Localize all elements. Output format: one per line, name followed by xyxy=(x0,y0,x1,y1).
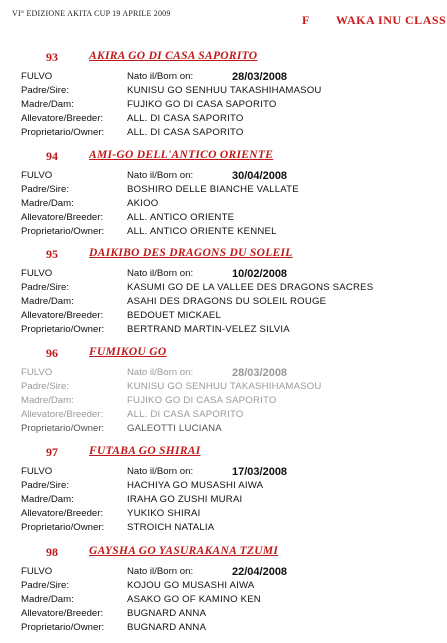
owner-value: ALL. DI CASA SAPORITO xyxy=(127,127,244,138)
breeder-value: YUKIKO SHIRAI xyxy=(127,508,201,519)
dog-name: AKIRA GO DI CASA SAPORITO xyxy=(89,50,258,62)
born-label: Nato il/Born on: xyxy=(127,170,194,181)
owner-label: Proprietario/Owner: xyxy=(21,127,105,138)
dog-entry xyxy=(0,545,447,643)
owner-row xyxy=(0,422,447,436)
owner-row xyxy=(0,126,447,140)
dam-row xyxy=(0,98,447,112)
breeder-row xyxy=(0,112,447,126)
born-date: 22/04/2008 xyxy=(232,566,288,578)
breeder-label: Allevatore/Breeder: xyxy=(21,508,104,519)
entry-number: 95 xyxy=(46,247,58,261)
owner-row xyxy=(0,621,447,635)
breeder-value: BEDOUET MICKAEL xyxy=(127,310,221,321)
dog-entry xyxy=(0,346,447,444)
born-date: 28/03/2008 xyxy=(232,71,288,83)
sire-row xyxy=(0,579,447,593)
owner-value: BUGNARD ANNA xyxy=(127,622,207,633)
breeder-row xyxy=(0,507,447,521)
sire-value: KOJOU GO MUSASHI AIWA xyxy=(127,580,255,591)
owner-value: GALEOTTI LUCIANA xyxy=(127,423,222,434)
breeder-value: ALL. ANTICO ORIENTE xyxy=(127,212,235,223)
dam-label: Madre/Dam: xyxy=(21,198,74,209)
owner-label: Proprietario/Owner: xyxy=(21,226,105,237)
color-row xyxy=(0,465,447,479)
sire-label: Padre/Sire: xyxy=(21,580,69,591)
color-row xyxy=(0,70,447,84)
breeder-row xyxy=(0,211,447,225)
born-date: 30/04/2008 xyxy=(232,170,288,182)
sire-value: KASUMI GO DE LA VALLEE DES DRAGONS SACRES xyxy=(127,282,374,293)
owner-label: Proprietario/Owner: xyxy=(21,324,105,335)
dam-value: IRAHA GO ZUSHI MURAI xyxy=(127,494,243,505)
born-date: 28/03/2008 xyxy=(232,367,288,379)
color-label: FULVO xyxy=(21,268,53,279)
dog-name: FUTABA GO SHIRAI xyxy=(89,445,201,457)
owner-row xyxy=(0,225,447,239)
dam-row xyxy=(0,593,447,607)
owner-value: BERTRAND MARTIN-VELEZ SILVIA xyxy=(127,324,290,335)
dam-label: Madre/Dam: xyxy=(21,99,74,110)
color-label: FULVO xyxy=(21,170,53,181)
owner-label: Proprietario/Owner: xyxy=(21,522,105,533)
born-label: Nato il/Born on: xyxy=(127,71,194,82)
dam-value: AKIOO xyxy=(127,198,159,209)
dam-label: Madre/Dam: xyxy=(21,594,74,605)
sex-label: F xyxy=(302,13,310,27)
dog-entry xyxy=(0,50,447,148)
color-row xyxy=(0,366,447,380)
entry-number: 98 xyxy=(46,545,58,559)
dam-label: Madre/Dam: xyxy=(21,494,74,505)
born-date: 10/02/2008 xyxy=(232,268,288,280)
sire-label: Padre/Sire: xyxy=(21,85,69,96)
owner-value: ALL. ANTICO ORIENTE KENNEL xyxy=(127,226,277,237)
dam-value: FUJIKO GO DI CASA SAPORITO xyxy=(127,395,277,406)
color-label: FULVO xyxy=(21,466,53,477)
entry-number: 96 xyxy=(46,346,58,360)
breeder-row xyxy=(0,309,447,323)
color-row xyxy=(0,565,447,579)
sire-row xyxy=(0,380,447,394)
sire-value: KUNISU GO SENHUU TAKASHIHAMASOU xyxy=(127,85,322,96)
edition-header: VI° EDIZIONE AKITA CUP 19 APRILE 2009 xyxy=(12,9,171,18)
sire-label: Padre/Sire: xyxy=(21,184,69,195)
sire-label: Padre/Sire: xyxy=(21,381,69,392)
class-header xyxy=(302,13,446,28)
dam-row xyxy=(0,493,447,507)
color-label: FULVO xyxy=(21,566,53,577)
dam-value: FUJIKO GO DI CASA SAPORITO xyxy=(127,99,277,110)
color-label: FULVO xyxy=(21,367,53,378)
owner-row xyxy=(0,521,447,535)
sire-row xyxy=(0,281,447,295)
sire-label: Padre/Sire: xyxy=(21,282,69,293)
born-label: Nato il/Born on: xyxy=(127,268,194,279)
sire-row xyxy=(0,183,447,197)
dam-row xyxy=(0,197,447,211)
owner-value: STROICH NATALIA xyxy=(127,522,215,533)
dog-entry xyxy=(0,149,447,247)
color-row xyxy=(0,169,447,183)
class-label: WAKA INU CLASS xyxy=(335,13,447,27)
dam-label: Madre/Dam: xyxy=(21,395,74,406)
breeder-row xyxy=(0,408,447,422)
born-date: 17/03/2008 xyxy=(232,466,288,478)
sire-value: HACHIYA GO MUSASHI AIWA xyxy=(127,480,264,491)
entry-number: 93 xyxy=(46,50,58,64)
dam-row xyxy=(0,295,447,309)
breeder-value: ALL. DI CASA SAPORITO xyxy=(127,113,244,124)
sire-row xyxy=(0,479,447,493)
breeder-row xyxy=(0,607,447,621)
breeder-label: Allevatore/Breeder: xyxy=(21,608,104,619)
dam-row xyxy=(0,394,447,408)
sire-value: KUNISU GO SENHUU TAKASHIHAMASOU xyxy=(127,381,322,392)
sire-label: Padre/Sire: xyxy=(21,480,69,491)
breeder-label: Allevatore/Breeder: xyxy=(21,212,104,223)
sire-value: BOSHIRO DELLE BIANCHE VALLATE xyxy=(127,184,299,195)
owner-label: Proprietario/Owner: xyxy=(21,423,105,434)
sire-row xyxy=(0,84,447,98)
entry-number: 97 xyxy=(46,445,58,459)
breeder-value: BUGNARD ANNA xyxy=(127,608,207,619)
born-label: Nato il/Born on: xyxy=(127,566,194,577)
dam-value: ASAHI DES DRAGONS DU SOLEIL ROUGE xyxy=(127,296,327,307)
color-row xyxy=(0,267,447,281)
dog-name: FUMIKOU GO xyxy=(89,346,167,358)
breeder-label: Allevatore/Breeder: xyxy=(21,409,104,420)
breeder-value: ALL. DI CASA SAPORITO xyxy=(127,409,244,420)
dog-name: DAIKIBO DES DRAGONS DU SOLEIL xyxy=(89,247,293,259)
breeder-label: Allevatore/Breeder: xyxy=(21,310,104,321)
dam-value: ASAKO GO OF KAMINO KEN xyxy=(127,594,261,605)
dog-name: GAYSHA GO YASURAKANA TZUMI xyxy=(89,545,279,557)
owner-row xyxy=(0,323,447,337)
born-label: Nato il/Born on: xyxy=(127,367,194,378)
breeder-label: Allevatore/Breeder: xyxy=(21,113,104,124)
dog-entry xyxy=(0,247,447,345)
dog-entry xyxy=(0,445,447,543)
entry-number: 94 xyxy=(46,149,58,163)
dam-label: Madre/Dam: xyxy=(21,296,74,307)
color-label: FULVO xyxy=(21,71,53,82)
owner-label: Proprietario/Owner: xyxy=(21,622,105,633)
born-label: Nato il/Born on: xyxy=(127,466,194,477)
dog-name: AMI-GO DELL'ANTICO ORIENTE xyxy=(89,149,274,161)
